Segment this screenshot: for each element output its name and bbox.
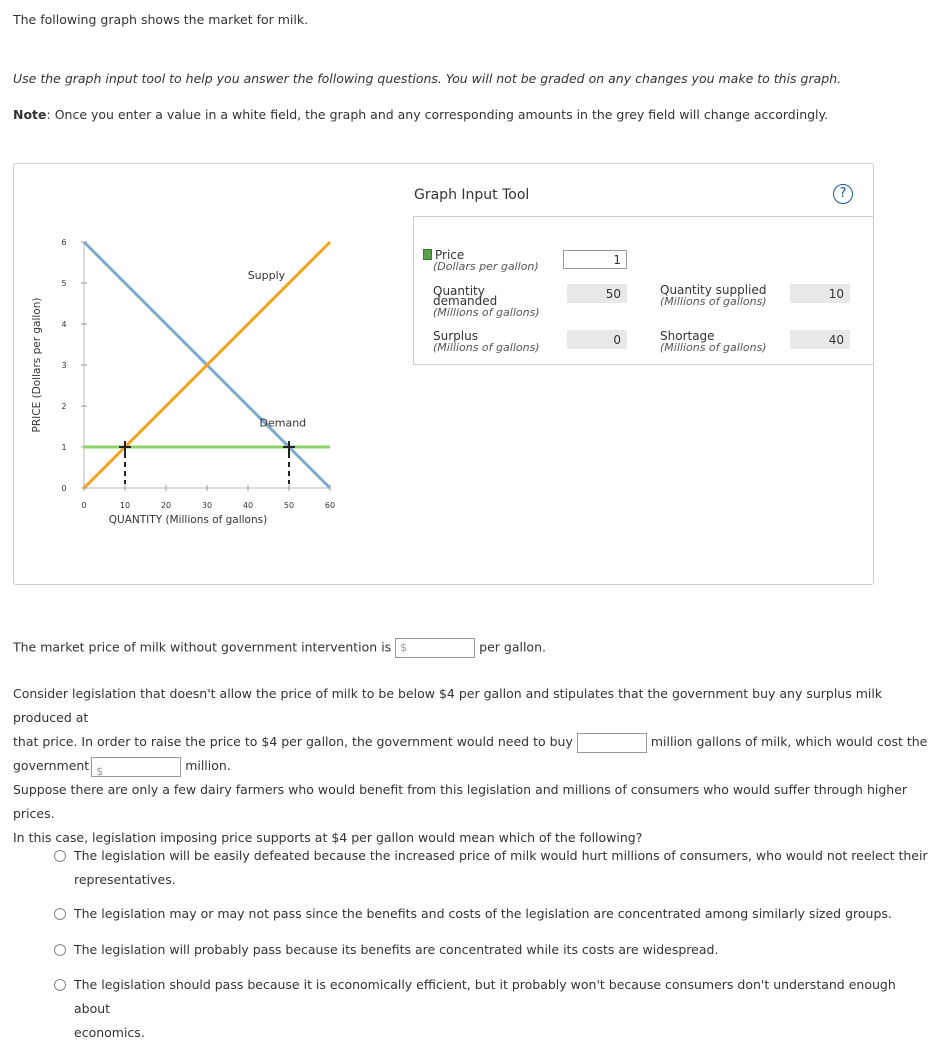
qs-value: 10 xyxy=(790,284,850,303)
x-axis-label: QUANTITY (Millions of gallons) xyxy=(108,514,268,526)
shortage-label: Shortage xyxy=(660,329,715,343)
x-tick-label: 60 xyxy=(324,501,336,510)
y-axis-label: PRICE (Dollars per gallon) xyxy=(31,297,43,433)
y-tick-label: 1 xyxy=(61,443,67,452)
help-icon[interactable]: ? xyxy=(833,184,853,204)
government-cost-input[interactable] xyxy=(91,757,181,777)
y-tick-label: 5 xyxy=(61,279,67,288)
y-tick-label: 6 xyxy=(61,238,67,247)
option-4-line-1: The legislation should pass because it is economically efficient, but it probably won't because consumers don't understand enough about xyxy=(74,977,896,1016)
instruction-text: Use the graph input tool to help you answer the following questions. You will not be graded on any changes you make to this graph. xyxy=(13,71,842,86)
shortage-unit: (Millions of gallons) xyxy=(660,341,767,354)
x-tick-label: 20 xyxy=(160,501,172,510)
y-tick-label: 3 xyxy=(61,361,67,370)
option-1[interactable] xyxy=(74,844,934,892)
note-label: Note xyxy=(13,107,47,122)
y-tick-label: 4 xyxy=(61,320,67,329)
x-tick-label: 30 xyxy=(201,501,213,510)
surplus-value: 0 xyxy=(567,330,627,349)
option-1-radio[interactable] xyxy=(54,850,66,862)
option-4-line-2: economics. xyxy=(74,1025,145,1040)
qd-value: 50 xyxy=(567,284,627,303)
surplus-unit: (Millions of gallons) xyxy=(433,341,540,354)
q2-line-3 xyxy=(13,754,933,778)
question-3 xyxy=(13,778,933,850)
option-3-radio[interactable] xyxy=(54,944,66,956)
qd-label-group xyxy=(433,285,540,319)
x-tick-label: 40 xyxy=(242,501,254,510)
qs-label: Quantity supplied xyxy=(660,283,767,297)
supply-label: Supply xyxy=(247,268,286,282)
q2-line-2a: that price. In order to raise the price to $4 per gallon, the government would need to buy xyxy=(13,734,573,749)
qd-unit: (Millions of gallons) xyxy=(433,306,540,319)
dollar-sign: $ xyxy=(400,641,408,654)
tool-title: Graph Input Tool xyxy=(414,187,530,203)
y-tick-label: 2 xyxy=(61,402,67,411)
dollar-sign: $ xyxy=(96,764,104,778)
note-body: : Once you enter a value in a white field, the graph and any corresponding amounts in the grey field will change accordingly. xyxy=(46,107,829,122)
x-tick-label: 50 xyxy=(283,501,295,510)
q2-line-2 xyxy=(13,730,933,754)
note-text xyxy=(13,107,828,122)
x-tick-label: 0 xyxy=(81,501,87,510)
option-3[interactable] xyxy=(74,938,934,962)
qd-label-1: Quantity xyxy=(433,284,485,298)
q2-line-1: Consider legislation that doesn't allow the price of milk to be below $4 per gallon and stipulates that the government buy any surplus milk produced at xyxy=(13,686,883,725)
q3-line-1: Suppose there are only a few dairy farmers who would benefit from this legislation and millions of consumers who would suffer through higher prices. xyxy=(13,782,908,821)
surplus-label-group xyxy=(433,330,540,354)
intro-text: The following graph shows the market for milk. xyxy=(13,12,309,27)
option-2-line-1: The legislation may or may not pass since the benefits and costs of the legislation are concentrated among similarly sized groups. xyxy=(74,906,892,921)
option-1-line-2: representatives. xyxy=(74,872,176,887)
option-2-radio[interactable] xyxy=(54,908,66,920)
price-row xyxy=(423,249,539,273)
market-price-input[interactable] xyxy=(395,638,475,658)
price-unit: (Dollars per gallon) xyxy=(433,260,539,273)
price-swatch-icon xyxy=(423,249,432,260)
qs-unit: (Millions of gallons) xyxy=(660,295,767,308)
surplus-label: Surplus xyxy=(433,329,478,343)
option-3-line-1: The legislation will probably pass because its benefits are concentrated while its costs are widespread. xyxy=(74,942,719,957)
option-4[interactable] xyxy=(74,973,934,1045)
shortage-label-group xyxy=(660,330,767,354)
option-1-line-1: The legislation will be easily defeated because the increased price of milk would hurt millions of consumers, who would not reelect their xyxy=(74,848,928,863)
q2-line-2b: million gallons of milk, which would cost the xyxy=(650,734,928,749)
qs-label-group xyxy=(660,284,767,308)
y-tick-label: 0 xyxy=(61,484,67,493)
q1-after: per gallon. xyxy=(479,639,546,655)
option-4-radio[interactable] xyxy=(54,979,66,991)
option-2[interactable] xyxy=(74,902,934,926)
q2-line-3a: government xyxy=(13,758,90,773)
shortage-value: 40 xyxy=(790,330,850,349)
x-tick-label: 10 xyxy=(119,501,131,510)
qd-label-2: demanded xyxy=(433,294,498,308)
q1-text: The market price of milk without government intervention is xyxy=(13,639,392,655)
price-input[interactable]: 1 xyxy=(563,250,627,269)
q2-line-3b: million. xyxy=(185,758,231,773)
question-1 xyxy=(13,638,546,658)
q3-line-2: In this case, legislation imposing price supports at $4 per gallon would mean which of the following? xyxy=(13,830,643,845)
surplus-quantity-input[interactable] xyxy=(577,733,647,753)
demand-label: Demand xyxy=(259,416,307,430)
price-label: Price xyxy=(435,248,465,262)
market-chart[interactable] xyxy=(20,220,350,540)
question-2 xyxy=(13,682,933,778)
